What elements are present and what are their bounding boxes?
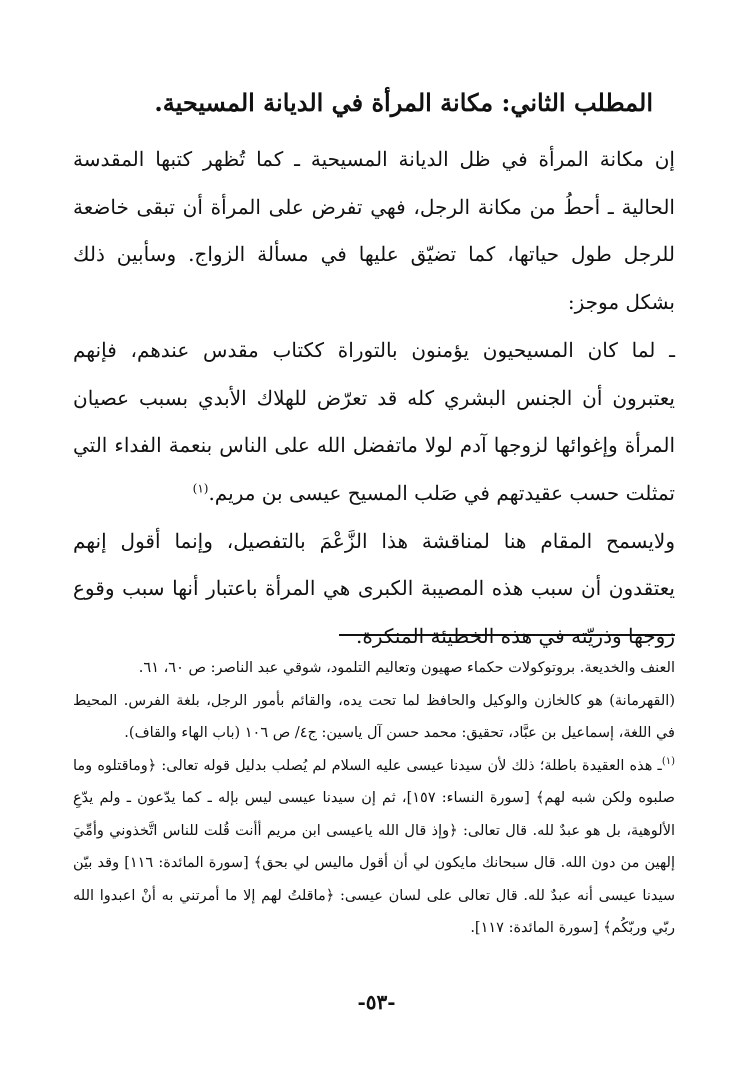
footnote-1-mark: (١) [661, 755, 675, 767]
footnote-continued-1: العنف والخديعة. بروتوكولات حكماء صهيون وتعاليم التلمود، شوقي عبد الناصر: ص ٦٠، ٦١. [138, 660, 675, 676]
page-number: -٥٣- [357, 990, 396, 1014]
paragraph-torah-belief-text: ـ لما كان المسيحيون يؤمنون بالتوراة ككتاب مقدس عندهم، فإنهم يعتبرون أن الجنس البشري كله قد تعرّض للهلاك الأبدي بسبب عصيان المرأة وإغوائها لزوجها آدم لولا ماتفضل الله على الناس بنعمة الفداء التي تمثلت حسب عقيدتهم في صَلب المسيح عيسى بن مريم. [73, 337, 675, 505]
footnote-separator [339, 634, 675, 636]
paragraph-conclusion: ولايسمح المقام هنا لمناقشة هذا الزَّعْمَ بالتفصيل، وإنما أقول إنهم يعتقدون أن سبب هذه المصيبة الكبرى هي المرأة باعتبار أنها سبب وقوع زوجها وذريّته في هذه الخطيئة المنكرة. [73, 528, 675, 649]
footnote-reference: (١) [192, 481, 209, 496]
footnote-1-text: ـ هذه العقيدة باطلة؛ ذلك لأن سيدنا عيسى عليه السلام لم يُصلب بدليل قوله تعالى: ﴿وماقتلوه وما صلبوه ولكن شبه لهم﴾ [سورة النساء: ١٥٧]، ثم إن سيدنا عيسى ليس بإله ـ كما يدّعون ـ ولم يدّعِ الألوهية، بل هو عبدٌ لله. قال تعالى: ﴿وإذ قال الله ياعيسى ابن مريم أأنت قُلت للناس اتَّخذوني وأمِّيَ إلهين من دون الله. قال سبحانك مايكون لي أن أقول ماليس لي بحق﴾ [سورة المائدة: ١١٦] وقد بيّن سيدنا عيسى أنه عبدٌ لله. قال تعالى على لسان عيسى: ﴿ماقلتُ لهم إلا ما أمرتني به أنْ اعبدوا الله ربّي وربّكُم﴾ [سورة المائدة: ١١٧]. [73, 757, 675, 936]
paragraph-torah-belief [73, 327, 675, 518]
footnotes [73, 652, 675, 945]
paragraph-intro: إن مكانة المرأة في ظل الديانة المسيحية ـ كما تُظهر كتبها المقدسة الحالية ـ أحطُ من مكانة الرجل، فهي تفرض على المرأة أن تبقى خاضعة للرجل طول حياتها، كما تضيّق عليها في مسألة الزواج. وسأبين ذلك بشكل موجز: [73, 147, 675, 315]
section-heading: المطلب الثاني: مكانة المرأة في الديانة المسيحية. [154, 88, 653, 117]
main-text [73, 136, 675, 661]
footnote-1 [73, 750, 675, 945]
footnote-continued-2: (القهرمانة) هو كالخازن والوكيل والحافظ لما تحت يده، والقائم بأمور الرجل، بلغة الفرس. المحيط في اللغة، إسماعيل بن عبَّاد، تحقيق: محمد حسن آل ياسين: ج٤/ ص ١٠٦ (باب الهاء والقاف). [73, 692, 675, 741]
